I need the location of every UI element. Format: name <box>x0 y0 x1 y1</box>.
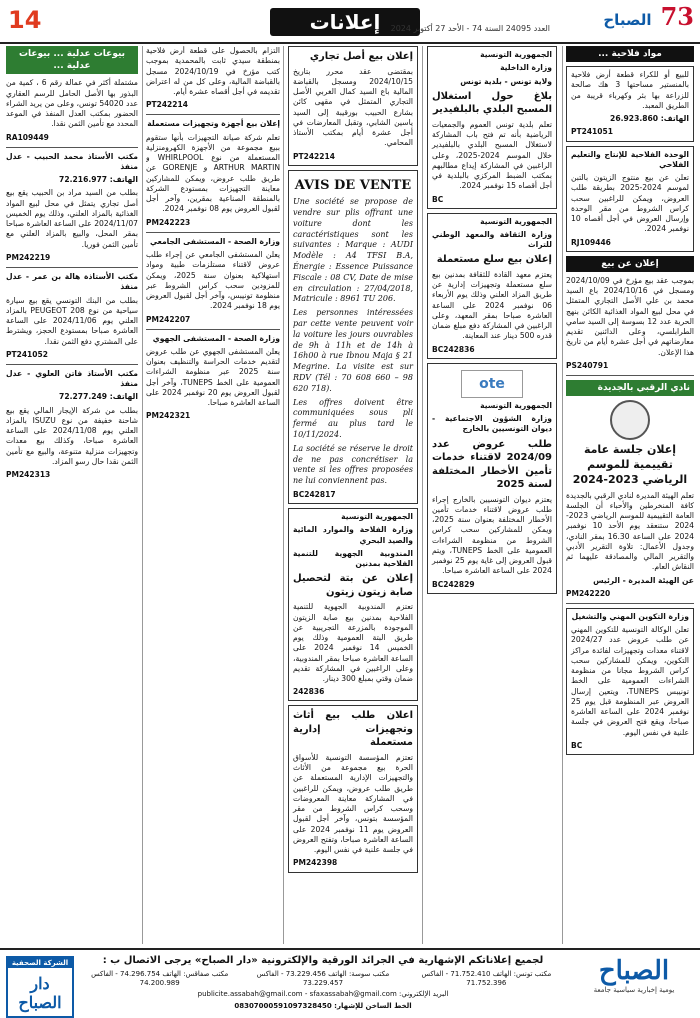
ad-reference: 242836 <box>293 687 325 697</box>
classified-ad <box>6 152 138 263</box>
office-contact: مكتب صفاقس: الهاتف 74.296.754 - الفاكس 74.200.989 <box>91 969 229 987</box>
ad-subtitle: وزارة الثقافة والمعهد الوطني للتراث <box>432 229 552 250</box>
ad-headline: إعلان عن بتة لتحصيل صابة زيتون زيتون <box>293 573 413 598</box>
page-footer <box>0 948 700 1018</box>
classified-ad <box>146 334 280 422</box>
ad-text: بموجب عقد بيع مؤرخ في 2024/10/09 ومسجل في 2024/10/16 باع السيد محمد بن علي الأصل التجاري المتمثل في محل لبيع المواد الغذائية الكائن بنهج الحرية عدد 12 بسوسة إلى السيد سامي الطرابلسي، وعلى الدائنين تقديم معارضاتهم في أجل عشرة أيام من تاريخ هذا الإعلان. <box>566 275 694 357</box>
judicial-sales-bar: بيوعات عدلية ... بيوعات عدلية ... <box>6 46 138 74</box>
ad-reference: PM242220 <box>566 588 611 598</box>
section-title: إعلانات <box>270 8 420 36</box>
logo-anniversary: 73 <box>660 2 694 31</box>
footer-hotline: الخط الساخن للإشهار: 08307000591097328450 <box>234 1001 412 1010</box>
ad-text: يعلن المستشفى الجهوي عن طلب عروض لتقديم خدمات الحراسة والتنظيف بعنوان سنة 2025 عبر منظومة الشراءات العمومية على الخط TUNEPS، وآخر أجل لقبول العروض يوم 20 نوفمبر 2024 على الساعة العاشرة صباحا. <box>146 346 280 408</box>
ad-title: وزارة التكوين المهني والتشغيل <box>571 611 689 621</box>
ad-title: إعلان جلسة عامة تقييمية للموسم الرياضي 2023-2024 <box>572 443 688 486</box>
classified-ad <box>427 213 557 359</box>
ad-text: تعلم الهيئة المديرة لنادي الرقبي بالجديدة كافة المنخرطين والأحباء أن الجلسة العامة التقييمية للموسم الرياضي 2023-2024 ستنعقد يوم الأحد 10 نوفمبر 2024 على الساعة 16.30 بمقر النادي، وجدول الأعمال: تلاوة التقرير الأدبي والتقرير المالي والمصادقة عليهما ثم النقاش العام. <box>566 490 694 572</box>
ad-reference: BC <box>432 194 444 204</box>
ad-text: التزام بالحصول على قطعة أرض فلاحية بمنطقة سيدي ثابت بالمحمدية بموجب كتب مؤرخ في 2024/10/19 مسجل بالقباضة المالية، وعلى كل من له اعتراض تقديمه في أجل أقصاه عشرة أيام. <box>146 46 280 96</box>
ad-reference: RA109449 <box>6 132 49 142</box>
ad-text: بطلب من البنك التونسي يقع بيع سيارة سياحية من نوع PEUGEOT 208 بالمزاد العلني يوم 2024/11/06 على الساعة العاشرة صباحا بمستودع الحجز، ويشترط على المشتري دفع الثمن نقدا. <box>6 295 138 346</box>
ad-title: الجمهورية التونسية <box>341 512 413 522</box>
footer-contact <box>80 954 566 1011</box>
column-3 <box>288 46 418 944</box>
ad-reference: PT241051 <box>571 127 613 137</box>
ad-text: يعلن المستشفى الجامعي عن إجراء طلب عروض لاقتناء مستلزمات طبية ومواد استهلاكية بعنوان سنة 2025، ويمكن للمزودين سحب كراس الشروط عبر منظومة تونيبس، وآخر أجل لقبول العروض يوم 18 نوفمبر 2024. <box>146 250 280 311</box>
french-ad <box>288 170 418 504</box>
ad-signature: عن الهيئة المديرة - الرئيس <box>593 575 694 585</box>
column-5 <box>6 46 138 944</box>
classified-ad <box>146 237 280 325</box>
office-contact: مكتب سوسة: الهاتف 73.229.456 - الفاكس 73.229.457 <box>256 969 390 987</box>
ad-headline: مكتب الأستاذ فاتن العلوي - عدل منفذ <box>6 368 138 389</box>
footer-emails: البريد الإلكتروني: publicite.assabah@gmail.com - sfaxassabah@gmail.com <box>197 990 449 999</box>
ad-subtitle: وزارة الفلاحة والموارد المائية والصيد البحري <box>293 525 413 545</box>
logo-name: الصباح <box>603 11 652 29</box>
ad-headline: إعلان بيع أصل تجاري <box>309 51 413 62</box>
ad-reference: PM242313 <box>6 470 51 480</box>
classified-ad <box>6 272 138 360</box>
ad-text: Les personnes intéressées par cette vente peuvent voir la voiture les jours ouvrables de 9h à 11h et de 14h à 16h00 à rue Ibnou Maja § 21 Megrine. La visite est sur RDV (Tél : 70 608 660 – 98 620 718). <box>293 308 413 393</box>
classified-ad <box>288 705 418 872</box>
ad-reference: PT242214 <box>146 100 188 110</box>
ad-reference: BC242836 <box>432 344 475 354</box>
ad-reference: PS240791 <box>566 360 609 370</box>
ad-title: الجمهورية التونسية <box>480 50 552 59</box>
ad-text: بمقتضى عقد محرر بتاريخ 2024/10/15 ومسجل بالقباضة المالية باع السيد كمال الغربي الأصل التجاري المتمثل في مقهى كائن بشارع الحبيب بورقيبة إلى السيد ياسين الشابي، وتقبل المعارضات في أجل عشرة أيام بمكتب الأستاذ المحامي. <box>293 66 413 148</box>
ad-text: تعتزم المندوبية الجهوية للتنمية الفلاحية بمدنين بيع صابة الزيتون الموجودة بالمزرعة التجريبية عن طريق البتة العمومية وذلك يوم الخميس 14 نوفمبر 2024 على الساعة العاشرة صباحا بمقر المندوبية، وعلى الراغبين في المشاركة تقديم ضمان وقتي بمبلغ 300 دينار. <box>293 602 413 684</box>
classified-ad <box>566 276 694 371</box>
column-1 <box>566 46 694 944</box>
office-contact: مكتب تونس: الهاتف 71.752.410 - الفاكس 71.752.396 <box>421 969 552 987</box>
ad-subtitle: وزارة الداخلية <box>500 63 552 73</box>
classified-ad <box>427 46 557 209</box>
ad-headline: مكتب الأستاذ محمد الحبيب - عدل منفذ <box>6 151 138 171</box>
classified-ad <box>146 46 280 110</box>
ad-text: تعلم شركة صيانة التجهيزات بأنها ستقوم ببيع مجموعة من الأجهزة الكهرومنزلية المستعملة من نوع WHIRLPOOL و ARTHUR MARTIN و GORENJE عن طريق طلب عروض، ويمكن للمشاركين معاينة التجهيزات بمستودع الشركة بالمنطقة الصناعية بمقرين، وآخر أجل لقبول العروض يوم 08 نوفمبر 2024. <box>146 132 280 214</box>
club-bar: نادي الرقبي بالجديدة <box>566 380 694 396</box>
ad-subtitle: وزارة الشؤون الاجتماعية - ديوان التونسيين بالخارج <box>432 414 552 434</box>
ad-headline: وزارة الصحة - المستشفى الجهوي <box>152 333 280 343</box>
ad-reference: RJ109446 <box>571 237 611 247</box>
ad-text: بطلب من السيد مراد بن الحبيب يقع بيع أصل تجاري يتمثل في محل لبيع المواد الغذائية بالمزاد العلني، وذلك يوم الخميس 2024/11/07 على الساعة العاشرة صباحا بمقر المحل، والبيع بالمزاد العلني مع تأمين الثمن فوريا. <box>6 188 138 249</box>
ad-title: الوحدة الفلاحية للإنتاج والتعليم الفلاحي <box>571 149 689 169</box>
ad-title: AVIS DE VENTE <box>294 177 412 193</box>
ad-text: تعلن الوكالة التونسية للتكوين المهني عن طلب عروض عدد 2024/27 لاقتناء معدات وتجهيزات لفائدة مراكز التكوين، ويمكن للمشاركين سحب كراس الشروط مجانا من منظومة الشراءات العمومية على الخط تونيبس TUNEPS، ويتعين إرسال العروض عبر المنظومة قبل يوم 25 نوفمبر 2024 على الساعة العاشرة صباحا، ويقع فتح العروض في جلسة علنية في نفس اليوم. <box>571 625 689 737</box>
ad-reference: PT242214 <box>293 151 335 161</box>
footer-logo <box>574 956 694 994</box>
classified-ad <box>288 46 418 166</box>
ad-text: للبيع أو للكراء قطعة أرض فلاحية بالمنستير مساحتها 3 هك صالحة للزراعة بها بئر وكهرباء قريبة من الطريق المعبد. <box>571 70 689 110</box>
ad-subtitle: المندوبية الجهوية للتنمية الفلاحية بمدنين <box>293 548 413 569</box>
club-emblem-icon <box>610 400 650 440</box>
classified-ad <box>566 608 694 755</box>
ad-phone: الهاتف: 26.923.860 <box>610 114 689 124</box>
classified-ad <box>566 146 694 252</box>
ad-reference: PM242321 <box>146 411 191 421</box>
column-4 <box>146 46 280 944</box>
ad-text: La société se réserve le droit de ne pas concrétiser la vente si les offres proposées ne lui conviennent pas. <box>293 443 413 486</box>
ad-category-bar: مواد فلاحية ... <box>566 46 694 62</box>
footer-logo-tagline: يومية إخبارية سياسية جامعة <box>593 986 675 994</box>
ad-reference: PT241052 <box>6 349 48 359</box>
ad-category-bar: إعلان عن بيع <box>566 256 694 272</box>
ad-subtitle: ولاية تونس - بلدية تونس <box>460 76 552 86</box>
ad-text: تعتزم المؤسسة التونسية للأسواق الحرة بيع مجموعة من الأثاث والتجهيزات الإدارية المستعملة عن طريق طلب عروض، ويمكن للراغبين في المشاركة معاينة المعروضات وسحب كراس الشروط من مقر المؤسسة بتونس، وآخر أجل لقبول العروض يوم 11 نوفمبر 2024 على الساعة العاشرة صباحا، وتفتح العروض في جلسة علنية في نفس اليوم. <box>293 752 413 855</box>
column-2 <box>427 46 557 944</box>
ad-title: الجمهورية التونسية <box>480 400 552 410</box>
ad-headline: إعلان بيع أجهزة وتجهيزات مستعملة <box>147 119 280 129</box>
ad-reference: BC242829 <box>432 579 475 589</box>
ad-text: بطلب من شركة الإيجار المالي يقع بيع شاحنة خفيفة من نوع ISUZU بالمزاد العلني يوم 2024/11/08 على الساعة العاشرة صباحا، وكذلك بيع معدات وتجهيزات منزلية متنوعة، والبيع مع تأمين الثمن نقدا حال رسو المزاد. <box>6 405 138 466</box>
ad-text: تعلم بلدية تونس العموم والجمعيات الرياضية بأنه تم فتح باب المشاركة لاستغلال المسبح البلدي بالبلفيدير خلال الموسم 2024-2025، وعلى الراغبين في المشاركة إيداع مطالبهم بمكتب الضبط المركزي بالبلدية في أجل أقصاه 15 نوفمبر 2024. <box>432 119 552 191</box>
ad-reference: PM242223 <box>146 217 191 227</box>
ad-title: الجمهورية التونسية <box>480 216 552 226</box>
classified-ad <box>566 66 694 141</box>
ad-headline: مكتب الأستاذة هالة بن عمر - عدل منفذ <box>6 272 138 292</box>
ad-text: مشتملة أكثر في عمالة رقم 6 ، كمية من البذور بها الأصل الحامل للرسم العقاري عدد 54020 تونس، وعلى من يريد الشراء الحضور بمكتب العدل المنفذ في الموعد المحدد مع تأمين الثمن نقدا. <box>6 78 138 129</box>
footer-logo-name: الصباح <box>598 956 670 986</box>
newspaper-logo <box>584 2 694 38</box>
ad-headline: إعلان بيع سلع مستعملة <box>436 254 552 266</box>
ad-headline: وزارة الصحة - المستشفى الجامعي <box>150 236 280 246</box>
ad-headline: طلب عروض عدد 2024/09 لاقتناء خدمات تأمين الأخطار المختلفة لسنة 2025 <box>432 438 552 490</box>
ote-logo: ote <box>461 370 523 398</box>
ad-reference: PM242398 <box>293 858 338 868</box>
ad-reference: BC242817 <box>293 489 336 499</box>
page-number: 14 <box>8 6 42 34</box>
logo-name: دار الصباح <box>18 974 62 1012</box>
classified-ad <box>6 78 138 142</box>
ad-reference: PM242219 <box>6 252 51 262</box>
footer-title: لجميع إعلاناتكم الإشهارية في الجرائد الورقية والإلكترونية «دار الصباح» يرجى الاتصال ب : <box>102 955 544 966</box>
ad-reference: PM242207 <box>146 314 191 324</box>
ad-phone: الهاتف: 72.277.249 <box>59 392 138 402</box>
ad-phone: الهاتف: 72.216.977 <box>59 175 138 185</box>
page-header <box>0 0 700 44</box>
logo-tag: الشركة الصحفية <box>8 958 72 968</box>
ad-text: Les offres doivent être communiquées sous pli fermé au plus tard le 10/11/2024. <box>293 397 413 439</box>
classified-ad <box>288 508 418 701</box>
ad-text: تعلن عن بيع منتوج الزيتون بالتبن لموسم 2024-2025 بطريقة طلب العروض، ويمكن للراغبين سحب كراس الشروط من مقر الوحدة وإرسال العروض في أجل أقصاه 10 نوفمبر 2024. <box>571 173 689 234</box>
ad-headline: اعلان طلب بيع أثاث وتجهيزات إدارية مستعملة <box>293 710 413 749</box>
dar-assabah-logo <box>6 956 74 1018</box>
ad-text: Une société se propose de vendre sur plis offrant une voiture dont les caractéristiques sont les suivantes : Marque : AUDI Modèle : A4 TFSI B.A, Énergie : Essence Puissance Fiscale : 08 CV, Date de mise en circulation : 27/04/2018, Matricule : 8961 TU 206. <box>293 197 413 304</box>
ad-reference: BC <box>571 740 583 750</box>
classified-ad <box>427 363 557 594</box>
ad-text: يعتزم ديوان التونسيين بالخارج إجراء طلب عروض لاقتناء خدمات تأمين الأخطار المختلفة بعنوان سنة 2025، ويمكن للمشاركين سحب كراس الشروط من منظومة الشراءات العمومية على الخط TUNEPS، ويتم قبول العروض إلى غاية يوم 25 نوفمبر 2024 على الساعة العاشرة صباحا. <box>432 494 552 576</box>
classified-ad <box>6 369 138 480</box>
classified-ad <box>146 119 280 227</box>
issue-info: العدد 24095 السنة 74 - الأحد 27 أكتوبر 2024 <box>390 24 550 33</box>
ad-text: يعتزم معهد القادة للثقافة بمدنين بيع سلع مستعملة وتجهيزات إدارية عن طريق المزاد العلني وذلك يوم الأربعاء 06 نوفمبر 2024 على الساعة العاشرة صباحا بمقر المعهد، وعلى الراغبين في المشاركة دفع مبلغ ضمان قدره 500 دينار عند المعاينة. <box>432 269 552 341</box>
ad-headline: بلاغ حول استغلال المسبح البلدي بالبلفيدير <box>432 90 552 116</box>
